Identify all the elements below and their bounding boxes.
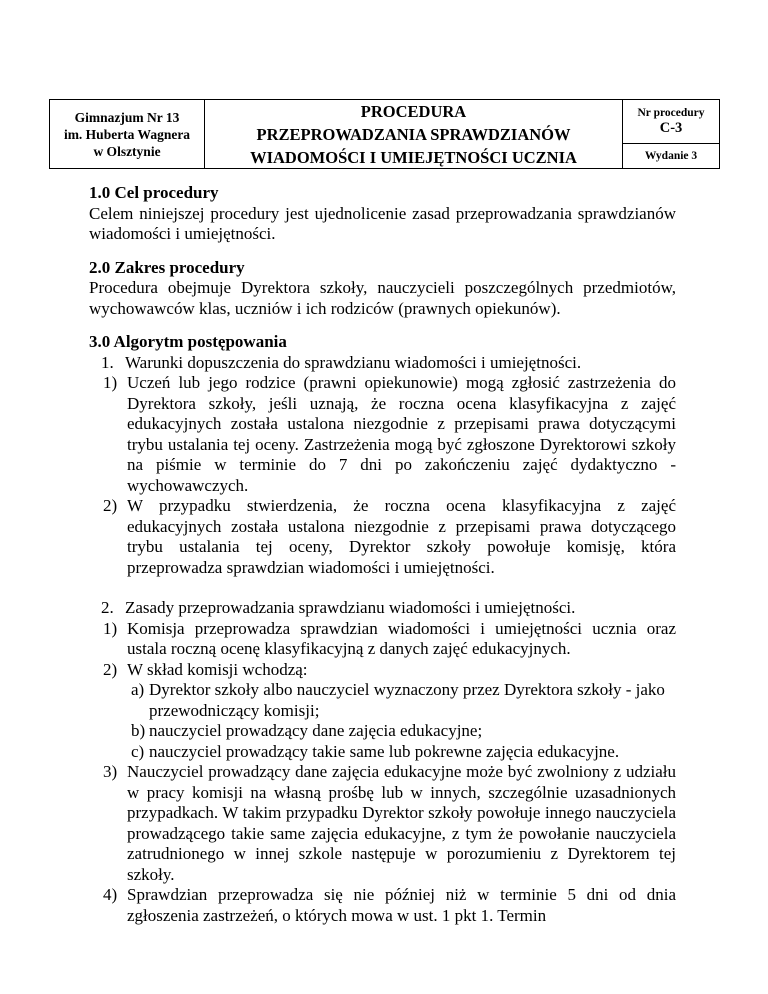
list-item [89, 885, 676, 926]
section-text: Celem niniejszej procedury jest ujednolicenie zasad przeprowadzania sprawdzianów wiadomości i umiejętności. [89, 203, 676, 243]
list-item-text: W skład komisji wchodzą: [127, 659, 308, 679]
procedure-number-cell [623, 100, 719, 168]
list-number: 2. [101, 598, 114, 617]
list-item-text: Nauczyciel prowadzący dane zajęcia edukacyjne może być zwolniony z udziału w pracy komisji na własną prośbę lub w innych, szczególnie uzasadnionych przypadkach. W takim przypadku Dyrektor szkoły powołuje innego nauczyciela prowadzącego takie same zajęcia edukacyjne, z tym że powołanie nauczyciela zatrudnionego w innej szkole następuje w porozumieniu z Dyrektorem tej szkoły. [127, 762, 676, 884]
sub-list-item [89, 680, 676, 721]
list-item-text: Sprawdzian przeprowadza się nie później niż w terminie 5 dni od dnia zgłoszenia zastrzeżeń, o których mowa w ust. 1 pkt 1. Termin [127, 885, 676, 925]
list-number: 2) [103, 659, 118, 679]
procedure-number-box [623, 100, 719, 144]
list-item-text: W przypadku stwierdzenia, że roczna ocena klasyfikacyjna z zajęć edukacyjnych została ustalona niezgodnie z przepisami prawa dotyczącego trybu ustalania tej oceny, Dyrektor szkoły powołuje komisję, która przeprowadza sprawdzian wiadomości i umiejętności. [127, 496, 676, 577]
list-item [89, 660, 676, 681]
section-algorithm [89, 332, 676, 926]
school-name-cell [50, 100, 205, 168]
list-item-text: Uczeń lub jego rodzice (prawni opiekunowie) mogą zgłosić zastrzeżenia do Dyrektora szkoły, jeśli uznają, że roczna ocena klasyfikacyjna z zajęć edukacyjnych została ustalona niezgodnie z przepisami prawa dotyczącymi trybu ustalania tej oceny. Zastrzeżenia mogą być zgłoszone Dyrektorowi szkoły na piśmie w terminie do 7 dni po zakończeniu zajęć dydaktyczno - wychowawczych. [127, 373, 676, 495]
list-item-text: nauczyciel prowadzący takie same lub pokrewne zajęcia edukacyjne. [149, 741, 620, 761]
section-text: Procedura obejmuje Dyrektora szkoły, nauczycieli poszczególnych przedmiotów, wychowawców klas, uczniów i ich rodziców (prawnych opiekunów). [89, 278, 676, 318]
list-number: 1. [101, 352, 114, 372]
list-number: 1) [103, 618, 118, 638]
document-body [89, 183, 676, 926]
sub-list-item [89, 721, 676, 742]
list-item-text: Warunki dopuszczenia do sprawdzianu wiadomości i umiejętności. [125, 352, 582, 372]
list-item [89, 373, 676, 496]
school-name-line: Gimnazjum Nr 13 [74, 109, 180, 125]
list-item [89, 353, 676, 374]
section-purpose [89, 183, 676, 245]
list-number: 1) [103, 373, 118, 392]
list-number: 2) [103, 496, 118, 515]
school-name-line: w Olsztynie [93, 143, 161, 159]
list-item [89, 496, 676, 578]
procedure-title-line: WIADOMOŚCI I UMIEJĘTNOŚCI UCZNIA [250, 147, 577, 167]
list-item-text: nauczyciel prowadzący dane zajęcia edukacyjne; [149, 721, 483, 740]
procedure-number-label: Nr procedury [637, 107, 705, 119]
procedure-header-table [49, 99, 720, 169]
list-number: 3) [103, 762, 118, 781]
sub-list-item [89, 742, 676, 763]
procedure-title-line: PROCEDURA [360, 101, 467, 121]
list-letter: b) [131, 721, 146, 740]
edition-label: Wydanie 3 [644, 150, 698, 162]
list-item-text: Zasady przeprowadzania sprawdzianu wiadomości i umiejętności. [125, 598, 576, 617]
list-item [89, 619, 676, 660]
section-title: 1.0 Cel procedury [89, 183, 219, 202]
list-item-text: Dyrektor szkoły albo nauczyciel wyznaczony przez Dyrektora szkoły - jako przewodniczący komisji; [149, 680, 665, 720]
section-title: 2.0 Zakres procedury [89, 257, 245, 277]
section-scope [89, 258, 676, 320]
list-number: 4) [103, 885, 118, 904]
list-letter: a) [131, 680, 145, 699]
procedure-title-cell [205, 100, 623, 168]
list-item [89, 598, 676, 619]
procedure-number-value: C-3 [659, 120, 683, 136]
list-letter: c) [131, 741, 145, 761]
procedure-title-line: PRZEPROWADZANIA SPRAWDZIANÓW [256, 124, 571, 144]
school-name-line: im. Huberta Wagnera [63, 126, 191, 142]
section-title: 3.0 Algorytm postępowania [89, 332, 287, 351]
list-item [89, 762, 676, 885]
list-item-text: Komisja przeprowadza sprawdzian wiadomości i umiejętności ucznia oraz ustala roczną ocenę klasyfikacyjną z danych zajęć edukacyjnych. [127, 618, 676, 658]
